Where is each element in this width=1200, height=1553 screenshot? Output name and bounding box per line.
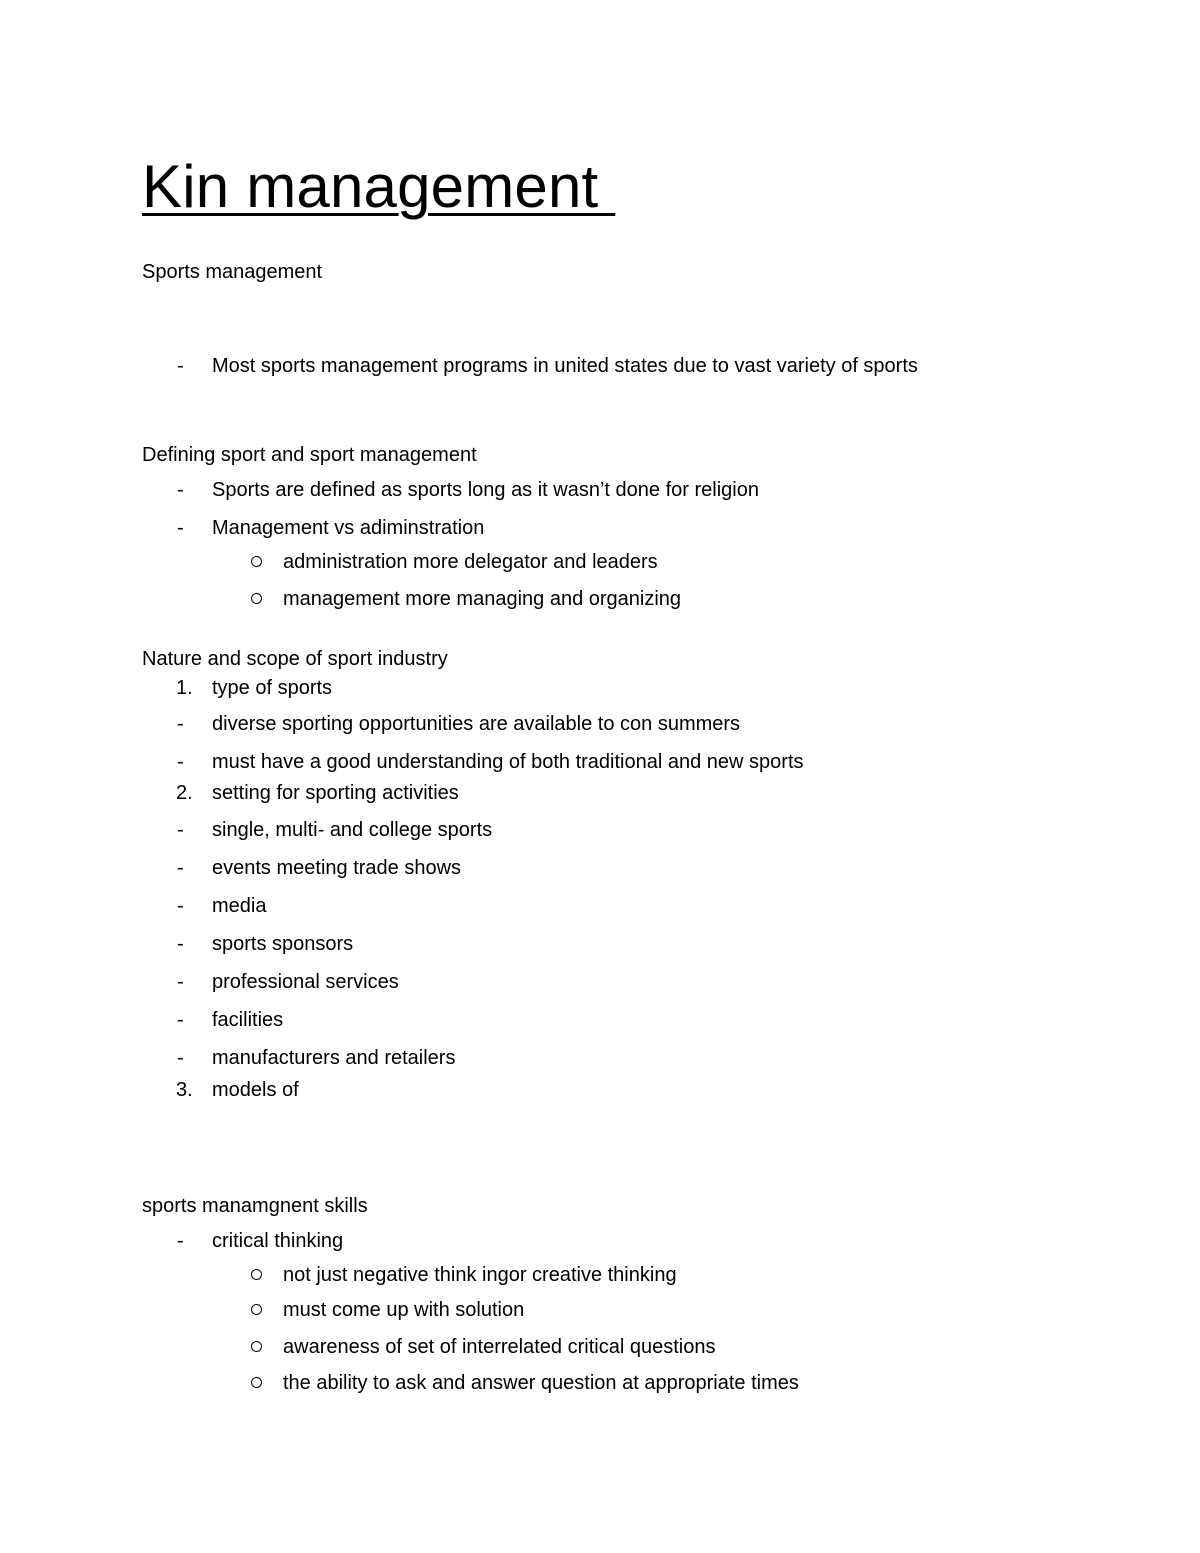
bullet-dash: - bbox=[177, 857, 184, 879]
sub-list-item: must come up with solution bbox=[283, 1299, 525, 1321]
page-title: Kin management bbox=[142, 153, 616, 220]
bullet-dash: - bbox=[177, 479, 184, 501]
list-item: facilities bbox=[212, 1009, 284, 1031]
list-number: 2. bbox=[176, 782, 193, 804]
bullet-dash: - bbox=[177, 933, 184, 955]
bullet-circle-icon bbox=[251, 593, 262, 604]
numbered-item: type of sports bbox=[212, 677, 333, 699]
list-item: events meeting trade shows bbox=[212, 857, 462, 879]
sub-list-item: management more managing and organizing bbox=[283, 588, 682, 610]
list-item: Sports are defined as sports long as it wasn’t done for religion bbox=[212, 479, 759, 501]
list-item: manufacturers and retailers bbox=[212, 1047, 456, 1069]
list-item: sports sponsors bbox=[212, 933, 354, 955]
bullet-dash: - bbox=[177, 971, 184, 993]
list-item: media bbox=[212, 895, 267, 917]
sub-list-item: awareness of set of interrelated critical questions bbox=[283, 1336, 716, 1358]
section-heading-sports-management: Sports management bbox=[142, 261, 323, 283]
sub-list-item: administration more delegator and leaders bbox=[283, 551, 658, 573]
bullet-circle-icon bbox=[251, 556, 262, 567]
bullet-dash: - bbox=[177, 895, 184, 917]
list-item: diverse sporting opportunities are available to con summers bbox=[212, 713, 741, 735]
section-heading-defining: Defining sport and sport management bbox=[142, 444, 477, 466]
bullet-dash: - bbox=[177, 517, 184, 539]
section-heading-skills: sports manamgnent skills bbox=[142, 1195, 368, 1217]
bullet-dash: - bbox=[177, 1230, 184, 1252]
bullet-circle-icon bbox=[251, 1269, 262, 1280]
sub-list-item: the ability to ask and answer question at appropriate times bbox=[283, 1372, 799, 1394]
list-number: 1. bbox=[176, 677, 193, 699]
list-item: must have a good understanding of both traditional and new sports bbox=[212, 751, 804, 773]
bullet-dash: - bbox=[177, 819, 184, 841]
bullet-circle-icon bbox=[251, 1304, 262, 1315]
bullet-circle-icon bbox=[251, 1377, 262, 1388]
bullet-dash: - bbox=[177, 1009, 184, 1031]
list-item: critical thinking bbox=[212, 1230, 344, 1252]
list-item: Management vs adiminstration bbox=[212, 517, 485, 539]
bullet-circle-icon bbox=[251, 1341, 262, 1352]
list-item: Most sports management programs in united states due to vast variety of sports bbox=[212, 355, 918, 377]
list-item: professional services bbox=[212, 971, 399, 993]
numbered-item: setting for sporting activities bbox=[212, 782, 459, 804]
list-number: 3. bbox=[176, 1079, 193, 1101]
section-heading-nature: Nature and scope of sport industry bbox=[142, 648, 448, 670]
numbered-item: models of bbox=[212, 1079, 299, 1101]
bullet-dash: - bbox=[177, 751, 184, 773]
bullet-dash: - bbox=[177, 1047, 184, 1069]
sub-list-item: not just negative think ingor creative thinking bbox=[283, 1264, 677, 1286]
bullet-dash: - bbox=[177, 713, 184, 735]
bullet-dash: - bbox=[177, 355, 184, 377]
list-item: single, multi- and college sports bbox=[212, 819, 493, 841]
